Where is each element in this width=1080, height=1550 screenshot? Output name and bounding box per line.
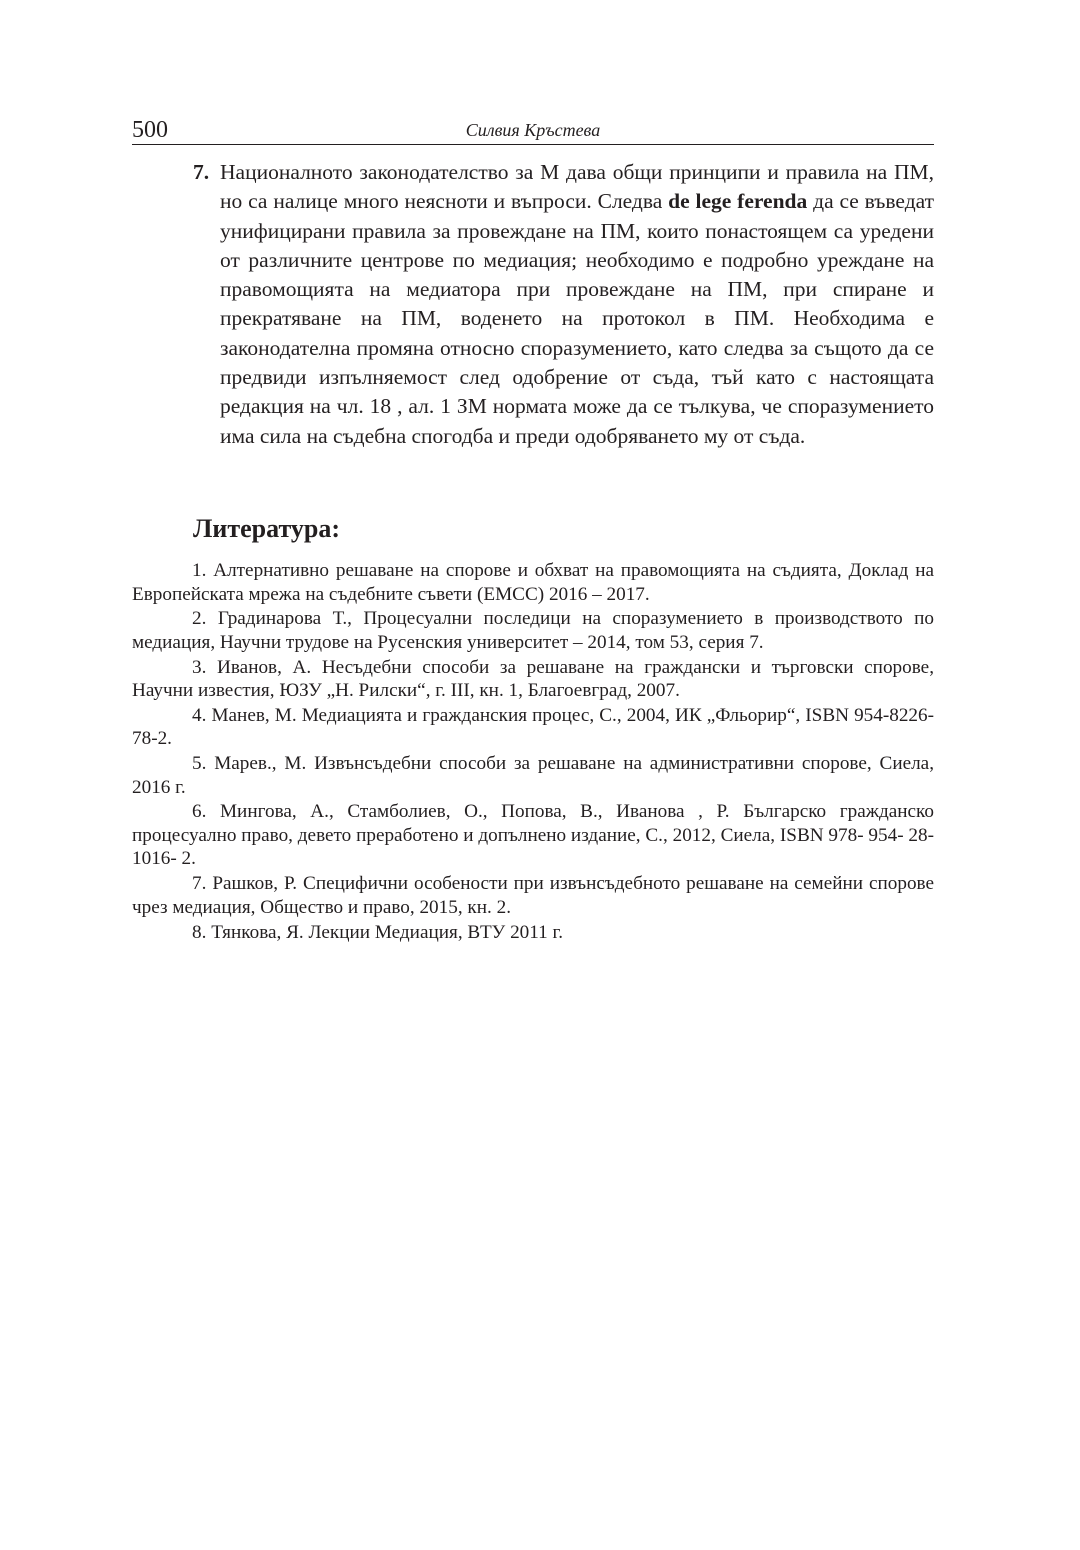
reference-item: 4. Манев, М. Медиацията и гражданския процес, С., 2004, ИК „Фльорир“, ISBN 954-8226-78-2.	[132, 704, 934, 750]
conclusion-item-number: 7.	[193, 160, 210, 184]
running-head-author: Силвия Кръстева	[465, 120, 601, 140]
reference-item: 7. Рашков, Р. Специфични особености при извънсъдебното решаване на семейни спорове чрез медиация, Общество и право, 2015, кн. 2.	[132, 873, 934, 918]
page-header	[132, 116, 934, 145]
reference-item: 6. Мингова, А., Стамболиев, О., Попова, В., Иванова , Р. Българско гражданско процесуално право, девето преработено и допълнено издание, С., 2012, Сиела, ISBN 978- 954- 28- 1016- 2.	[132, 801, 934, 870]
conclusion-text-part-1: Националното законодателство за М дава общи принципи и правила на ПМ, но са налице много неясноти и въпроси. Следва	[220, 160, 934, 214]
references-list	[132, 559, 934, 945]
reference-item: 5. Марев., М. Извънсъдебни способи за решаване на административни спорове, Сиела, 2016 г.	[132, 753, 934, 798]
conclusion-section	[193, 158, 934, 451]
references-heading: Литература:	[193, 514, 340, 543]
conclusion-item	[193, 158, 934, 451]
reference-item: 8. Тянкова, Я. Лекции Медиация, ВТУ 2011 г.	[192, 921, 564, 943]
page-number: 500	[132, 117, 168, 143]
conclusion-text-part-2: да се въведат унифицирани правила за провеждане на ПМ, които понастоящем са уредени от различните центрове по медиация; необходимо е подробно уреждане на правомощията на медиатора при провеждане на ПМ, при спиране и прекратяване на ПМ, воденето на протокол в ПМ. Необходима е законодателна промяна относно споразумението, като следва за същото да се предвиди изпълняемост след одобрение от съда, тъй като с настоящата редакция на чл. 18 , ал. 1 ЗМ нормата може да се тълкува, че споразумението има сила на съдебна спогодба и преди одобряването му от съда.	[220, 189, 935, 448]
reference-item: 3. Иванов, А. Несъдебни способи за решаване на граждански и търговски спорове, Научни известия, ЮЗУ „Н. Рилски“, г. III, кн. 1, Благоевград, 2007.	[132, 656, 934, 702]
conclusion-item-text	[220, 158, 934, 451]
reference-item: 1. Алтернативно решаване на спорове и обхват на правомощията на съдията, Доклад на Европейската мрежа на съдебните съвети (ЕМСС) 2016 – 2017.	[132, 560, 934, 605]
conclusion-bold-phrase: de lege ferenda	[668, 189, 808, 214]
reference-item: 2. Градинарова Т., Процесуални последици на споразумението в производството по медиация, Научни трудове на Русенския университет – 2014, том 53, серия 7.	[132, 608, 934, 653]
